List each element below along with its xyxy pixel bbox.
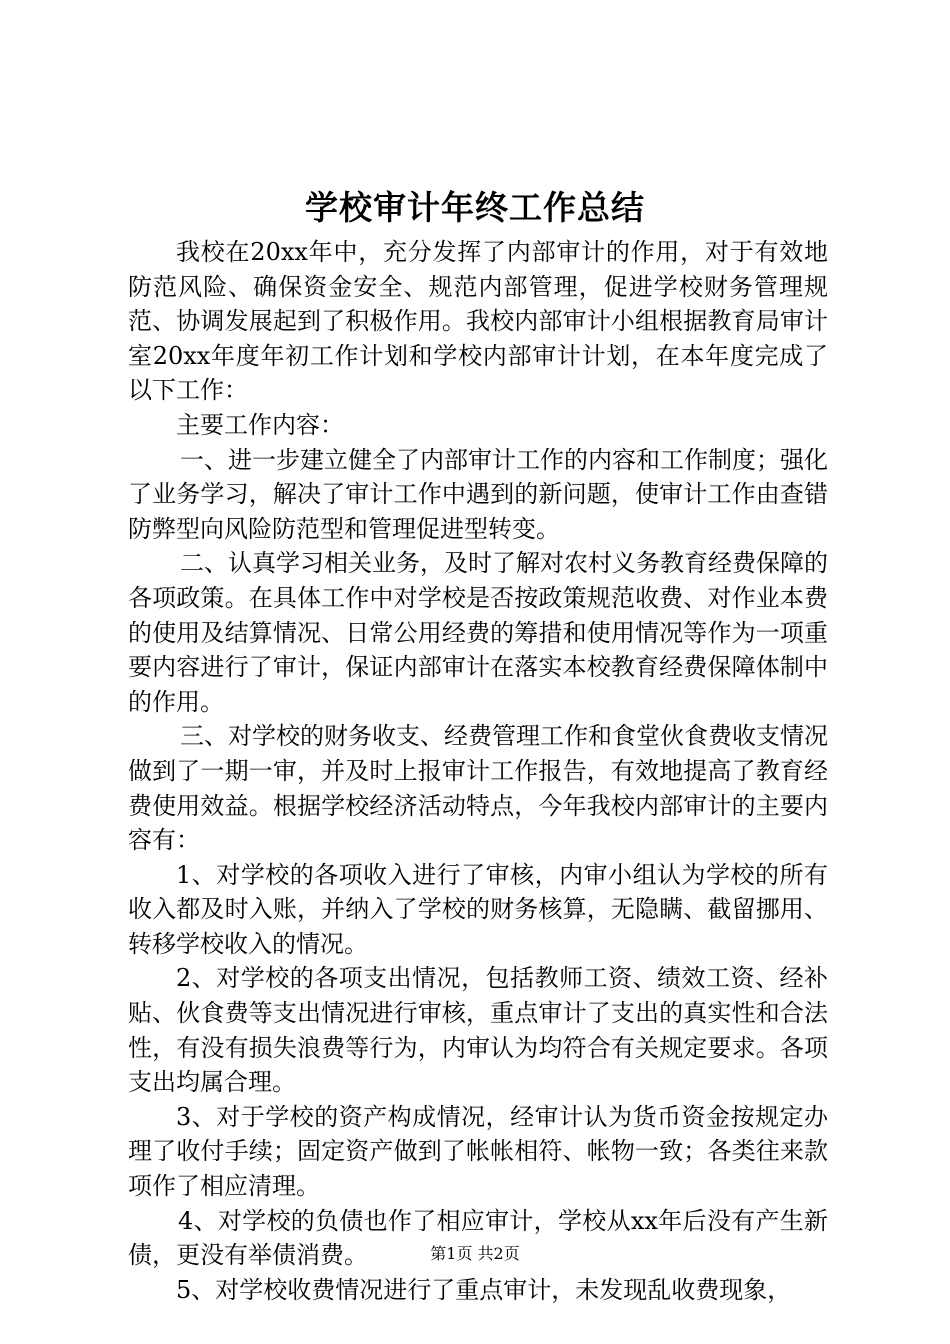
paragraph-main-content-heading: 主要工作内容： bbox=[176, 410, 344, 439]
paragraph-subitem-5: 5、对学校收费情况进行了重点审计，未发现乱收费现象， bbox=[176, 1275, 792, 1304]
paragraph-item-1: 一、进一步建立健全了内部审计工作的内容和工作制度；强化了业务学习，解决了审计工作中遇到的新问题，使审计工作由查错防弊型向风险防范型和管理促进型转变。 bbox=[128, 445, 828, 543]
document-body bbox=[128, 235, 828, 1307]
paragraph-subitem-1: 1、对学校的各项收入进行了审核，内审小组认为学校的所有收入都及时入账，并纳入了学校的财务核算，无隐瞒、截留挪用、转移学校收入的情况。 bbox=[128, 860, 828, 958]
page-footer: 第1页 共2页 bbox=[430, 1244, 520, 1263]
paragraph-intro: 我校在20xx年中，充分发挥了内部审计的作用，对于有效地防范风险、确保资金安全、规范内部管理，促进学校财务管理规范、协调发展起到了积极作用。我校内部审计小组根据教育局审计室20xx年度年初工作计划和学校内部审计计划，在本年度完成了以下工作： bbox=[128, 238, 828, 405]
paragraph-subitem-4: 4、对学校的负债也作了相应审计，学校从xx年后没有产生新债，更没有举债消费。 bbox=[128, 1206, 828, 1270]
paragraph-item-3: 三、对学校的财务收支、经费管理工作和食堂伙食费收支情况做到了一期一审，并及时上报审计工作报告，有效地提高了教育经费使用效益。根据学校经济活动特点，今年我校内部审计的主要内容有： bbox=[128, 722, 828, 855]
paragraph-subitem-2: 2、对学校的各项支出情况，包括教师工资、绩效工资、经补贴、伙食费等支出情况进行审核，重点审计了支出的真实性和合法性，有没有损失浪费等行为，内审认为均符合有关规定要求。各项支出均属合理。 bbox=[128, 964, 828, 1097]
document-title: 学校审计年终工作总结 bbox=[305, 188, 645, 227]
paragraph-item-2: 二、认真学习相关业务，及时了解对农村义务教育经费保障的各项政策。在具体工作中对学校是否按政策规范收费、对作业本费的使用及结算情况、日常公用经费的筹措和使用情况等作为一项重要内容进行了审计，保证内部审计在落实本校教育经费保障体制中的作用。 bbox=[128, 549, 828, 716]
paragraph-subitem-3: 3、对于学校的资产构成情况，经审计认为货币资金按规定办理了收付手续；固定资产做到了帐帐相符、帐物一致；各类往来款项作了相应清理。 bbox=[128, 1102, 828, 1201]
